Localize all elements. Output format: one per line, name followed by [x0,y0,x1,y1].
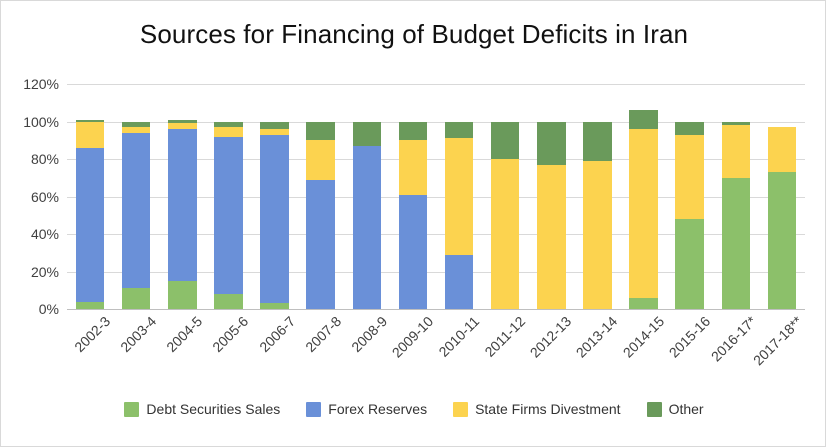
bar-segment[interactable] [675,135,704,219]
y-axis-tick-label: 60% [30,188,59,205]
bar-slot [113,84,159,309]
legend-item[interactable] [453,401,620,417]
x-axis-line [67,309,805,310]
bar-segment[interactable] [306,180,335,309]
legend-label: Debt Securities Sales [146,401,281,417]
x-axis-tick-label: 2013-14 [573,313,621,361]
bar-segment[interactable] [768,172,797,309]
stacked-bar[interactable] [675,122,704,310]
bar-segments [491,122,520,310]
bar-segment[interactable] [399,195,428,309]
bar-segment[interactable] [445,138,474,254]
bar-segment[interactable] [768,127,797,172]
bar-segment[interactable] [583,122,612,161]
bar-segments [76,120,105,309]
bar-segment[interactable] [306,140,335,179]
bar-segment[interactable] [353,146,382,309]
bar-segment[interactable] [214,294,243,309]
bar-slot [482,84,528,309]
bar-slot [344,84,390,309]
bar-segments [722,122,751,310]
stacked-bar[interactable] [306,122,335,310]
bar-segment[interactable] [76,122,105,148]
x-axis-tick-label: 2014-15 [619,313,667,361]
bar-segment[interactable] [491,159,520,309]
stacked-bar[interactable] [399,122,428,310]
bar-slot [390,84,436,309]
bar-segment[interactable] [445,255,474,309]
bar-segment[interactable] [537,122,566,165]
bar-segment[interactable] [353,122,382,146]
x-axis-tick-label: 2012-13 [526,313,575,361]
bar-segments [445,122,474,310]
bar-slot [713,84,759,309]
chart-legend [1,401,826,417]
bar-segment[interactable] [306,122,335,141]
bar-segment[interactable] [168,281,197,309]
stacked-bar[interactable] [583,122,612,310]
bar-segment[interactable] [629,298,658,309]
bar-segments [260,122,289,310]
x-axis-tick-label: 2006-7 [255,313,298,356]
x-axis-tick-label: 2008-9 [347,313,391,356]
bar-segment[interactable] [168,129,197,281]
stacked-bar[interactable] [76,120,105,309]
bar-segment[interactable] [722,178,751,309]
x-axis-tick-label: 2011-12 [481,313,529,360]
legend-swatch [453,402,468,417]
plot-area [23,76,805,317]
bar-segment[interactable] [629,129,658,298]
y-axis-tick-label: 20% [30,263,59,280]
legend-swatch [306,402,321,417]
bar-segments [675,122,704,310]
bar-segments [629,110,658,309]
y-axis-tick-label: 80% [30,151,59,167]
x-axis-tick-label: 2015-16 [665,313,714,361]
bar-slot [621,84,667,309]
x-axis-tick-label: 2010-11 [435,313,483,360]
x-axis-tick-label: 2003-4 [117,313,160,356]
bar-segment[interactable] [445,122,474,139]
x-axis-tick-label: 2017-18** [749,313,806,369]
stacked-bar[interactable] [445,122,474,310]
stacked-bar[interactable] [353,122,382,310]
bar-segments [353,122,382,310]
legend-label: Forex Reserves [328,401,428,417]
legend-label: State Firms Divestment [475,401,621,417]
legend-swatch [647,402,662,417]
bar-segment[interactable] [583,161,612,309]
bar-segments [768,127,797,309]
bar-segment[interactable] [629,110,658,129]
bar-segments [306,122,335,310]
bar-slot [67,84,113,309]
bar-segments [168,120,197,309]
bar-slot [574,84,620,309]
bar-slot [159,84,205,309]
x-axis-tick-label: 2005-6 [209,313,252,356]
bar-segment[interactable] [260,135,289,304]
stacked-bar[interactable] [168,120,197,309]
legend-swatch [124,402,139,417]
bar-segment[interactable] [399,122,428,141]
x-axis-tick-label: 2004-5 [163,313,206,356]
bar-segments [583,122,612,310]
bar-segment[interactable] [537,165,566,309]
legend-item[interactable] [647,401,704,417]
bar-segment[interactable] [76,148,105,302]
stacked-bar[interactable] [122,122,151,310]
y-axis-tick-label: 40% [30,226,59,242]
bar-segment[interactable] [491,122,520,160]
bar-slot [436,84,482,309]
bar-segments [537,122,566,310]
x-axis-tick-label: 2002-3 [71,313,114,356]
x-axis-tick-label: 2016-17* [707,313,760,365]
y-axis-tick-label: 100% [23,113,59,130]
bar-segment[interactable] [260,122,289,130]
bar-segment[interactable] [122,288,151,309]
bar-segment[interactable] [214,127,243,136]
bar-segment[interactable] [675,122,704,135]
x-axis-tick-label: 2009-10 [388,313,437,361]
legend-item[interactable] [306,401,427,417]
bar-slot [252,84,298,309]
bar-slot [667,84,713,309]
bar-segment[interactable] [722,125,751,178]
y-axis-tick-label: 120% [23,76,59,92]
stacked-bar[interactable] [491,122,520,310]
legend-item[interactable] [124,401,280,417]
x-axis-tick-label: 2007-8 [301,313,345,356]
stacked-bar[interactable] [214,122,243,310]
bar-slot [298,84,344,309]
bar-segment[interactable] [399,140,428,194]
bar-segment[interactable] [122,133,151,289]
stacked-bar[interactable] [537,122,566,310]
bar-segments [399,122,428,310]
stacked-bar[interactable] [260,122,289,310]
stacked-bar[interactable] [629,110,658,309]
bar-segment[interactable] [214,137,243,295]
stacked-bar[interactable] [768,127,797,309]
bar-segments [122,122,151,310]
bar-slot [528,84,574,309]
bar-segment[interactable] [76,302,105,310]
legend-label: Other [668,401,704,417]
bar-slot [759,84,805,309]
bar-segment[interactable] [675,219,704,309]
y-axis-tick-label: 0% [38,301,59,317]
chart-title: Sources for Financing of Budget Deficits in Iran [139,19,689,49]
x-axis-tick-labels [67,313,805,383]
bar-segments [214,122,243,310]
bar-slot [205,84,251,309]
stacked-bar[interactable] [722,122,751,310]
